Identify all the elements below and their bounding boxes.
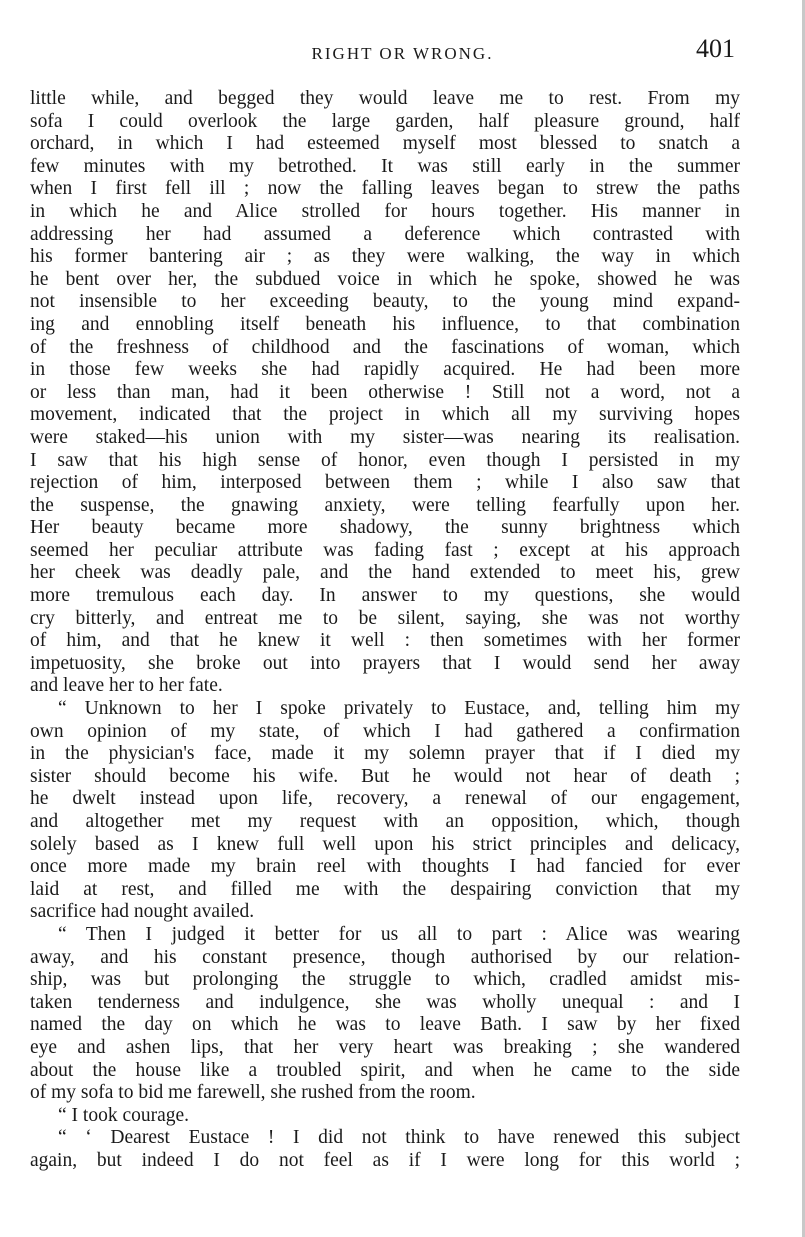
text-line: named the day on which he was to leave Bath. I saw by her fixed — [30, 1014, 740, 1036]
body-text — [30, 88, 740, 1173]
text-line: ship, was but prolonging the struggle to which, cradled amidst mis- — [30, 969, 740, 991]
text-line: his former bantering air ; as they were walking, the way in which — [30, 246, 740, 268]
text-line: were staked—his union with my sister—was nearing its realisation. — [30, 426, 740, 448]
text-line: laid at rest, and filled me with the despairing conviction that my — [30, 878, 740, 900]
text-line: taken tenderness and indulgence, she was wholly unequal : and I — [30, 991, 740, 1013]
text-line: few minutes with my betrothed. It was still early in the summer — [30, 155, 740, 177]
text-line: of him, and that he knew it well : then sometimes with her former — [30, 630, 740, 652]
paragraph-end-line: and leave her to her fate. — [30, 675, 223, 697]
text-line: I saw that his high sense of honor, even though I persisted in my — [30, 449, 740, 471]
text-line: solely based as I knew full well upon his strict principles and delicacy, — [30, 833, 740, 855]
text-line: own opinion of my state, of which I had gathered a confirmation — [30, 720, 740, 742]
text-line: orchard, in which I had esteemed myself most blessed to snatch a — [30, 133, 740, 155]
text-line: not insensible to her exceeding beauty, to the young mind expand- — [30, 291, 740, 313]
text-line: he bent over her, the subdued voice in which he spoke, showed he was — [30, 268, 740, 290]
text-line: in the physician's face, made it my solemn prayer that if I died my — [30, 743, 740, 765]
paragraph-start-line: “ ‘ Dearest Eustace ! I did not think to have renewed this subject — [58, 1127, 740, 1149]
text-line: of the freshness of childhood and the fascinations of woman, which — [30, 336, 740, 358]
text-line: eye and ashen lips, that her very heart was breaking ; she wandered — [30, 1036, 740, 1058]
text-line: ing and ennobling itself beneath his influence, to that combination — [30, 313, 740, 335]
paragraph-start-line: “ Unknown to her I spoke privately to Eustace, and, telling him my — [58, 698, 740, 720]
text-line: more tremulous each day. In answer to my questions, she would — [30, 585, 740, 607]
text-line: her cheek was deadly pale, and the hand extended to meet his, grew — [30, 562, 740, 584]
text-line: he dwelt instead upon life, recovery, a renewal of our engagement, — [30, 788, 740, 810]
running-title: RIGHT OR WRONG. — [311, 44, 494, 63]
text-line: sister should become his wife. But he would not hear of death ; — [30, 765, 740, 787]
text-line: rejection of him, interposed between them ; while I also saw that — [30, 472, 740, 494]
paragraph-end-line: of my sofa to bid me farewell, she rushed from the room. — [30, 1082, 476, 1104]
paragraph-line: “ I took courage. — [58, 1104, 190, 1126]
text-line: again, but indeed I do not feel as if I were long for this world ; — [30, 1149, 740, 1171]
text-line: and altogether met my request with an opposition, which, though — [30, 811, 740, 832]
text-line: the suspense, the gnawing anxiety, were telling fearfully upon her. — [30, 494, 740, 516]
text-line: sofa I could overlook the large garden, half pleasure ground, half — [30, 110, 740, 132]
text-line: in which he and Alice strolled for hours together. His manner in — [30, 200, 740, 222]
text-line: movement, indicated that the project in which all my surviving hopes — [30, 404, 740, 426]
text-line: impetuosity, she broke out into prayers that I would send her away — [30, 652, 740, 674]
text-line: in those few weeks she had rapidly acquired. He had been more — [30, 359, 740, 381]
text-line: Her beauty became more shadowy, the sunny brightness which — [30, 517, 740, 539]
text-line: about the house like a troubled spirit, and when he came to the side — [30, 1059, 740, 1081]
page-number: 401 — [696, 34, 735, 63]
text-line: or less than man, had it been otherwise ! Still not a word, not a — [30, 381, 740, 403]
text-line: addressing her had assumed a deference which contrasted with — [30, 223, 740, 245]
paragraph-start-line: “ Then I judged it better for us all to part : Alice was wearing — [58, 923, 740, 945]
text-line: cry bitterly, and entreat me to be silent, saying, she was not worthy — [30, 607, 740, 629]
paragraph-end-line: sacrifice had nought availed. — [30, 901, 255, 923]
text-line: when I first fell ill ; now the falling leaves began to strew the paths — [30, 178, 740, 200]
text-line: seemed her peculiar attribute was fading fast ; except at his approach — [30, 539, 740, 561]
text-line: little while, and begged they would leave me to rest. From my — [30, 88, 740, 109]
text-line: once more made my brain reel with thoughts I had fancied for ever — [30, 856, 740, 878]
text-line: away, and his constant presence, though authorised by our relation- — [30, 946, 740, 968]
page-header — [0, 34, 805, 74]
